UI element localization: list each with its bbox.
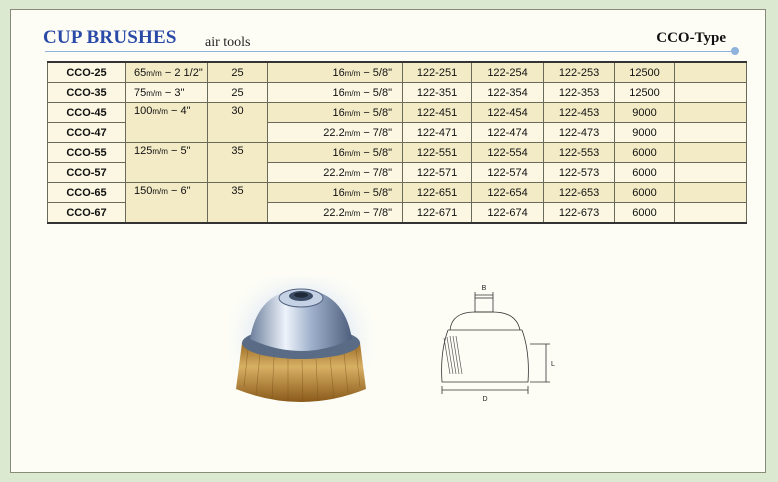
thread-cell [268,143,403,163]
size-unit: m/m [152,187,168,196]
wire-cell: 30 [208,103,268,143]
rpm-cell: 12500 [615,62,675,83]
thread-value: 16 [332,106,345,119]
code-cell: 122-674 [472,203,544,224]
empty-cell [675,62,747,83]
code-cell: 122-251 [403,62,472,83]
code-cell: 122-654 [472,183,544,203]
size-unit: m/m [146,68,162,78]
code-cell: 122-471 [403,123,472,143]
empty-cell [675,123,747,143]
empty-cell [675,143,747,163]
code-cell: 122-473 [544,123,615,143]
thread-unit: m/m [344,128,361,138]
rpm-cell: 9000 [615,103,675,123]
code-cell: 122-653 [544,183,615,203]
thread-unit: m/m [344,188,361,198]
model-cell: CCO-67 [48,203,126,224]
thread-cell [268,163,403,183]
size-cell [126,83,208,103]
rpm-cell: 6000 [615,163,675,183]
thread-inch: − 5/8" [360,86,392,99]
model-cell: CCO-45 [48,103,126,123]
size-value: 100 [134,105,153,117]
size-value: 65 [134,66,147,79]
size-unit: m/m [152,107,168,116]
thread-cell [268,62,403,83]
rpm-cell: 9000 [615,123,675,143]
page-title: CUP BRUSHES [43,27,177,48]
rpm-cell: 6000 [615,183,675,203]
size-cell [126,62,208,83]
thread-cell [268,203,403,224]
table-row [48,83,747,103]
code-cell: 122-354 [472,83,544,103]
thread-unit: m/m [344,108,361,118]
code-cell: 122-351 [403,83,472,103]
thread-inch: − 5/8" [360,106,392,119]
size-inch: − 4" [167,105,191,117]
rpm-cell: 6000 [615,143,675,163]
size-cell [126,143,208,183]
empty-cell [675,83,747,103]
thread-cell [268,103,403,123]
thread-value: 16 [332,146,345,159]
code-cell: 122-254 [472,62,544,83]
thread-cell [268,183,403,203]
code-cell: 122-673 [544,203,615,224]
size-inch: − 3" [161,86,185,99]
thread-value: 16 [332,86,345,99]
rpm-cell: 12500 [615,83,675,103]
rpm-cell: 6000 [615,203,675,224]
code-cell: 122-453 [544,103,615,123]
code-cell: 122-353 [544,83,615,103]
cup-brush-diagram [430,282,560,404]
table-row [48,103,747,123]
diagram-label-d: D [482,396,488,403]
code-cell: 122-551 [403,143,472,163]
thread-unit: m/m [344,68,361,78]
model-cell: CCO-65 [48,183,126,203]
code-cell: 122-671 [403,203,472,224]
thread-inch: − 7/8" [360,206,392,219]
thread-inch: − 7/8" [360,126,392,139]
divider-dot [731,47,739,55]
code-cell: 122-253 [544,62,615,83]
empty-cell [675,203,747,224]
size-unit: m/m [152,147,168,156]
model-cell: CCO-55 [48,143,126,163]
thread-unit: m/m [344,88,361,98]
code-cell: 122-574 [472,163,544,183]
empty-cell [675,163,747,183]
code-cell: 122-573 [544,163,615,183]
size-inch: − 2 1/2" [161,66,203,79]
size-cell [126,183,208,224]
size-inch: − 6" [167,185,191,197]
page-subtitle: air tools [205,35,251,50]
wire-cell: 35 [208,183,268,224]
thread-inch: − 7/8" [360,166,392,179]
model-cell: CCO-25 [48,62,126,83]
thread-inch: − 5/8" [360,146,392,159]
thread-cell [268,83,403,103]
thread-value: 16 [332,66,345,79]
wire-cell: 25 [208,62,268,83]
code-cell: 122-651 [403,183,472,203]
spec-table [47,61,747,224]
empty-cell [675,103,747,123]
model-cell: CCO-57 [48,163,126,183]
diagram-label-b: B [481,285,487,292]
code-cell: 122-451 [403,103,472,123]
thread-unit: m/m [344,208,361,218]
thread-value: 22.2 [323,126,345,139]
type-label: CCO-Type [656,30,726,46]
table-row [48,183,747,203]
wire-cell: 35 [208,143,268,183]
size-unit: m/m [146,88,162,98]
thread-unit: m/m [344,148,361,158]
model-cell: CCO-35 [48,83,126,103]
code-cell: 122-474 [472,123,544,143]
thread-value: 16 [332,186,345,199]
size-cell [126,103,208,143]
empty-cell [675,183,747,203]
model-cell: CCO-47 [48,123,126,143]
table-row [48,62,747,83]
thread-inch: − 5/8" [360,186,392,199]
thread-inch: − 5/8" [360,66,392,79]
thread-value: 22.2 [323,206,345,219]
thread-value: 22.2 [323,166,345,179]
table-row [48,143,747,163]
diagram-label-l: L [551,361,555,368]
thread-unit: m/m [344,168,361,178]
code-cell: 122-554 [472,143,544,163]
code-cell: 122-571 [403,163,472,183]
size-value: 75 [134,86,147,99]
thread-cell [268,123,403,143]
header-divider [45,51,734,52]
size-value: 150 [134,185,153,197]
wire-cell: 25 [208,83,268,103]
code-cell: 122-454 [472,103,544,123]
cup-brush-photo [228,277,374,412]
code-cell: 122-553 [544,143,615,163]
size-value: 125 [134,145,153,157]
size-inch: − 5" [167,145,191,157]
